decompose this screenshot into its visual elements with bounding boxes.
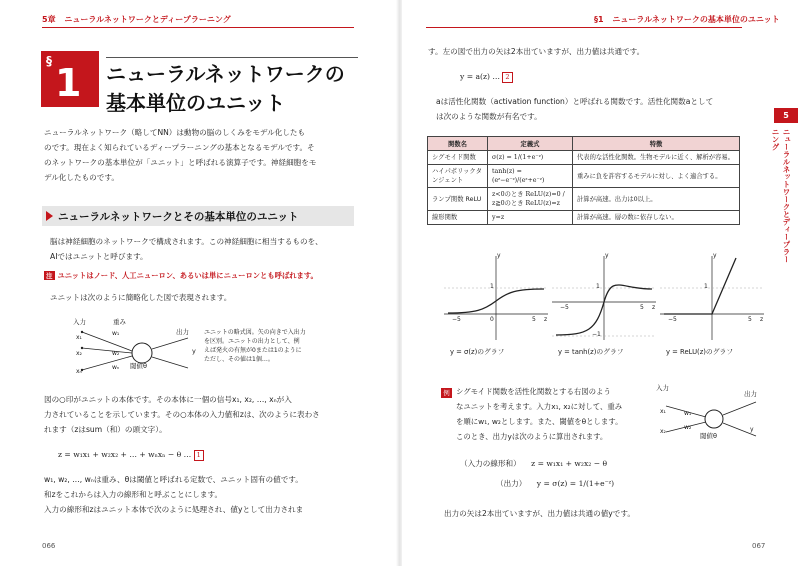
para-line: 図の○印がユニットの本体です。その本体に一個の信号x₁, x₂, …, xₙが入 xyxy=(44,395,292,404)
para-line: 力されていることを示しています。その○本体の入力値和zは、次のように表わさ xyxy=(44,410,320,419)
tick-label: −1 xyxy=(592,331,601,338)
diagram-w1: w₁ xyxy=(112,330,120,337)
chapter-label: 5章 xyxy=(42,15,56,24)
header-rule xyxy=(426,27,742,28)
tick-label: 0 xyxy=(490,316,494,323)
intro-line: のです。現在よく知られているディープラーニングの基本となるモデルです。そ xyxy=(44,143,315,152)
diagram-input-label: 入力 xyxy=(73,318,86,326)
tick-label: 1 xyxy=(596,283,600,290)
note-text: ユニットはノード、人工ニューロン、あるいは単にニューロンとも呼ばれます。 xyxy=(57,271,318,280)
caption-line: えば発火の有無が0または1のように xyxy=(204,347,302,354)
mini-input-label: 入力 xyxy=(656,384,669,392)
page-number-right: 067 xyxy=(752,542,766,550)
relu-graph xyxy=(656,252,768,357)
note xyxy=(44,271,318,281)
table-cell: シグモイド関数 xyxy=(428,151,488,165)
section-title-line2: 基本単位のユニット xyxy=(106,91,286,115)
table-cell: 計算が高速。層の数に依存しない。 xyxy=(573,211,740,225)
para-line: w₁, w₂, …, wₙは重み、θは閾値と呼ばれる定数で、ユニット固有の値です。 xyxy=(44,475,303,484)
caption-line: ユニットの略式図。矢の向きで入出力 xyxy=(204,329,306,336)
equation-1-text: z = w₁x₁ + w₂x₂ + … + wₙxₙ − θ … xyxy=(58,450,194,459)
tick-label: 1 xyxy=(490,283,494,290)
diagram-output-var: y xyxy=(192,347,196,355)
intro-line: デル化したものです。 xyxy=(44,173,119,182)
activation-table xyxy=(427,136,740,225)
para-line: を順にw₁, w₂とします。また、閾値をθとします。 xyxy=(456,417,623,426)
tick-label: −5 xyxy=(668,316,677,323)
mini-x2: x₂ xyxy=(660,428,666,435)
graph-caption: y = ReLU(z)のグラフ xyxy=(666,348,734,356)
chapter-side-tab xyxy=(771,108,798,268)
side-tab-label: ニューラルネットワークとディープラーニング xyxy=(771,128,791,263)
caption-line: を区別。ユニットの出力として、例 xyxy=(204,338,300,345)
sigmoid-graph xyxy=(440,252,552,357)
diagram-xn: xₙ xyxy=(76,368,82,375)
table-row xyxy=(428,151,740,165)
tick-label: 5 xyxy=(532,316,536,323)
left-page xyxy=(0,0,398,566)
diagram-output-label: 出力 xyxy=(176,328,189,336)
side-tab-number: 5 xyxy=(774,108,798,123)
example-paragraph xyxy=(456,384,656,444)
example-badge: 例 xyxy=(441,388,452,398)
table-cell: y=z xyxy=(488,211,573,225)
section-mark: § xyxy=(46,54,52,68)
table-row xyxy=(428,165,740,188)
equation-2-number: 2 xyxy=(502,72,512,83)
para-line: れます（zはsum（和）の頭文字）。 xyxy=(44,425,167,434)
equation-3 xyxy=(460,458,607,469)
tick-label: −5 xyxy=(560,304,569,311)
equation-1 xyxy=(58,450,204,461)
tick-label: −5 xyxy=(452,316,461,323)
table-cell: 重みに負を許容するモデルに対し、よく適合する。 xyxy=(573,165,740,188)
equation-4-text: y = σ(z) = 1/(1+e⁻ᶻ) xyxy=(536,479,615,488)
diagram-threshold-label: 閾値θ xyxy=(130,362,147,370)
table-cell: σ(z) = 1/(1+e⁻ᶻ) xyxy=(488,151,573,165)
x-axis-label: z xyxy=(652,304,656,311)
para-line: なユニットを考えます。入力x₁, x₂に対して、重み xyxy=(456,402,623,411)
title-rule xyxy=(106,57,358,58)
section-label: §1 xyxy=(594,15,604,24)
sigmoid-plot xyxy=(440,252,552,344)
tick-label: 5 xyxy=(640,304,644,311)
tick-label: 1 xyxy=(704,283,708,290)
table-header: 関数名 xyxy=(428,137,488,151)
table-header-row xyxy=(428,137,740,151)
para-line: AIではユニットと呼びます。 xyxy=(50,252,148,261)
tanh-graph xyxy=(548,252,660,357)
table-cell: z<0のとき ReLU(z)=0 / z≧0のとき ReLU(z)=z xyxy=(488,188,573,211)
mini-threshold-label: 閾値θ xyxy=(700,432,717,440)
page-number-left: 066 xyxy=(42,542,56,550)
subsection-title: ニューラルネットワークとその基本単位のユニット xyxy=(58,211,299,223)
bottom-paragraph: 出力の矢は2本出ていますが、出力値は共通の値yです。 xyxy=(444,509,635,518)
graph-caption: y = σ(z)のグラフ xyxy=(450,348,505,356)
subsection-heading xyxy=(42,206,354,226)
running-head-right xyxy=(594,14,780,25)
equation-4-label: （出力） xyxy=(496,479,527,488)
table-cell: tanh(z) = (eᶻ−e⁻ᶻ)/(eᶻ+e⁻ᶻ) xyxy=(488,165,573,188)
note-badge: 注 xyxy=(46,272,53,280)
header-rule xyxy=(42,27,354,28)
diagram-w2: w₂ xyxy=(112,350,120,357)
diagram-x1: x₁ xyxy=(76,334,82,341)
after-diagram-paragraph xyxy=(44,392,356,437)
table-cell: 線形関数 xyxy=(428,211,488,225)
y-axis-label: y xyxy=(605,252,609,259)
para-line: 入力の線形和zはユニット本体で次のように処理され、値yとして出力されま xyxy=(44,505,304,514)
mini-y: y xyxy=(750,426,754,433)
diagram-wn: wₙ xyxy=(112,364,120,371)
mini-w2: w₂ xyxy=(684,424,692,431)
table-header: 特徴 xyxy=(573,137,740,151)
equation-3-label: （入力の線形和） xyxy=(460,459,521,468)
diagram-caption xyxy=(204,328,354,364)
activation-paragraph xyxy=(436,94,752,124)
section-title xyxy=(106,60,345,118)
table-row xyxy=(428,211,740,225)
tanh-plot xyxy=(548,252,660,344)
equation-2 xyxy=(460,72,513,83)
section-running-title: ニューラルネットワークの基本単位のユニット xyxy=(612,15,780,24)
mini-w1: w₁ xyxy=(684,410,692,417)
section-title-line1: ニューラルネットワークの xyxy=(106,62,345,86)
table-row xyxy=(428,188,740,211)
mini-x1: x₁ xyxy=(660,408,666,415)
tick-label: 5 xyxy=(748,316,752,323)
para-line: は次のような関数が有名です。 xyxy=(436,112,542,121)
table-cell: ランプ関数 ReLU xyxy=(428,188,488,211)
equation-4 xyxy=(496,478,614,489)
equation-1-number: 1 xyxy=(194,450,204,461)
section-badge xyxy=(41,51,99,107)
y-axis-label: y xyxy=(713,252,717,259)
running-head-left xyxy=(42,14,231,25)
para-line: 和zをこれからは入力の線形和と呼ぶことにします。 xyxy=(44,490,223,499)
para-line: このとき、出力yは次のように算出されます。 xyxy=(456,432,608,441)
intro-paragraph xyxy=(44,125,356,185)
triangle-bullet-icon xyxy=(46,211,53,221)
after-eq-paragraph xyxy=(44,472,356,517)
graph-caption: y = tanh(z)のグラフ xyxy=(558,348,624,356)
para-line: aは活性化関数（activation function）と呼ばれる関数です。活性化関数aとして xyxy=(436,97,714,106)
intro-line: のネットワークの基本単位が「ユニット」と呼ばれる演算子です。神経細胞をモ xyxy=(44,158,317,167)
mini-output-label: 出力 xyxy=(744,390,757,398)
table-cell: 計算が高速。出力は0以上。 xyxy=(573,188,740,211)
section-number: 1 xyxy=(55,61,82,105)
diagram-x2: x₂ xyxy=(76,350,82,357)
intro-line: ニューラルネットワーク（略してNN）は動物の脳のしくみをモデル化したも xyxy=(44,128,306,137)
diagram-weight-label: 重み xyxy=(113,318,126,326)
para-line: 脳は神経細胞のネットワークで構成されます。この神経細胞に相当するものを、 xyxy=(50,237,323,246)
para-line: シグモイド関数を活性化関数とする右図のよう xyxy=(456,387,611,396)
sub-paragraph xyxy=(50,234,356,264)
x-axis-label: z xyxy=(544,316,548,323)
caption-line: ただし、その値は1個…。 xyxy=(204,356,274,363)
y-axis-label: y xyxy=(497,252,501,259)
equation-3-text: z = w₁x₁ + w₂x₂ − θ xyxy=(531,459,608,468)
top-paragraph: す。左の図で出力の矢は2本出ていますが、出力値は共通です。 xyxy=(428,47,645,56)
table-cell: ハイパボリックタンジェント xyxy=(428,165,488,188)
diagram-intro: ユニットは次のように簡略化した図で表現されます。 xyxy=(50,293,232,302)
equation-2-text: y = a(z) … xyxy=(460,72,503,81)
chapter-title: ニューラルネットワークとディープラーニング xyxy=(64,15,231,24)
table-cell: 代表的な活性化関数。生物モデルに近く、解析が容易。 xyxy=(573,151,740,165)
relu-plot xyxy=(656,252,768,344)
table-header: 定義式 xyxy=(488,137,573,151)
x-axis-label: z xyxy=(760,316,764,323)
